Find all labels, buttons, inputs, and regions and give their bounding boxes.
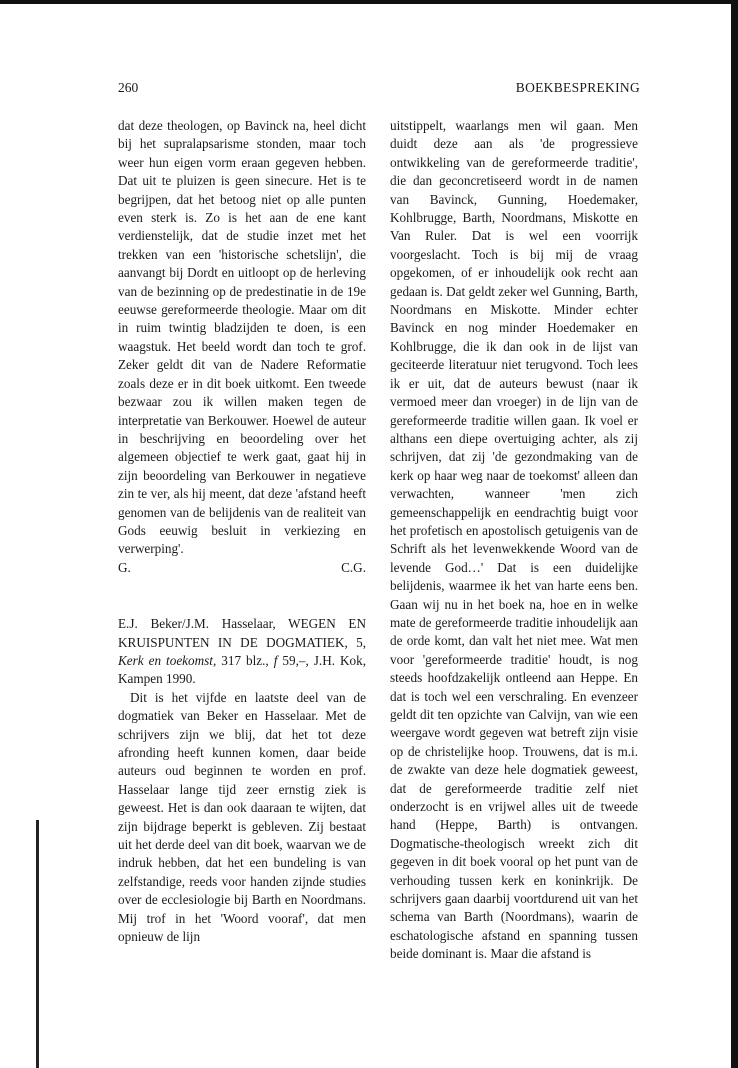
right-column-paragraph: uitstippelt, waarlangs men wil gaan. Men duidt deze aan als 'de progressieve ontwikkeling van de gereformeerde traditie', die dan geconcretiseerd wordt in de namen van Bavinck, Gunning, Hoedemaker, Kohlbrugge, Barth, Noordmans, Miskotte en Van Ruler. Dat is wel een voorrijk voorgeslacht. Toch is bij mij de vraag opgekomen, of er inhoudelijk ook recht aan gedaan is. Dat geldt zeker wel Gunning, Barth, Noordmans en Miskotte. Minder echter Bavinck en nog minder Hoedemaker en Kohlbrugge, die ik dan ook in de lijst van geciteerde literatuur niet terugvond. Toch lees ik er uit, dat de auteurs bewust (naar ik vermoed meer dan vroeger) in de lijn van de gereformeerde traditie willen gaan. Ik voel er althans een diepe overtuiging achter, als zij schrijven, dat zij 'de gezondmaking van de kerk op haar weg naar de toekomst' alleen dan verwachten, wanneer 'men zich gemeenschappelijk en eendrachtig buigt voor het profetisch en apostolisch getuigenis van de Schrift als het levenwekkende Woord van de levende God…' Dat is een duidelijke belijdenis, waarmee ik het van harte eens ben. Gaan wij nu in het boek na, hoe en in welke mate de gereformeerde traditie inhoudelijk aan de orde komt, dan valt het niet mee. Wat men voor 'gereformeerde traditie' houdt, is nog steeds hoofdzakelijk ontleend aan Heppe. En dat is toch wel een verschraling. En evenzeer geldt dit ten opzichte van Calvijn, van wie een weergave wordt gegeven wat betreft zijn visie op de christelijke hoop. Trouwens, dat is m.i. de zwakte van deze hele dogmatiek geweest, dat de gereformeerde traditie zelf niet onderzocht is en vrijwel alles uit de tweede hand (Heppe, Barth) is ontvangen. Dogmatische-theologisch wreekt zich dit gegeven in dit boek vooral op het punt van de verhouding tussen kerk en koninkrijk. De schrijvers gaan daarbij voortdurend uit van het schema van Barth (Noordmans), waarin de eschatologische afstand en spanning tussen beide dominant is. Maar die afstand is (390, 118, 638, 962)
signature-place: G. (118, 559, 131, 575)
section-gap (118, 577, 366, 615)
left-column (118, 117, 366, 946)
bib-subtitle: Kerk en toekomst, (118, 652, 217, 668)
page-header (118, 80, 640, 98)
bib-price-publisher: 59,–, J.H. Kok, Kampen 1990. (118, 652, 367, 687)
review-end-paragraph: dat deze theologen, op Bavinck na, heel dicht bij het supralapsarisme stonden, maar toch weer hun eigen vorm eraan gegeven hebben. Dat uit te pluizen is geen sinecure. Het is te begrijpen, dat het betoog niet op alle punten even sterk is. Zo is het aan de ene kant verdienstelijk, dat de studie inzet met het trekken van een 'historische schetslijn', die aanvangt bij Dordt en uitloopt op de herleving van de bezinning op de predestinatie in de 19e eeuwse gereformeerde theologie. Maar om dit in ruim twintig bladzijden te doen, is een waagstuk. Het beeld wordt dan toch te grof. Zeker geldt dit van de Nadere Reformatie zoals deze er in dit boek uitkomt. Een tweede bezwaar zou ik willen maken tegen de interpretatie van Berkouwer. Hoewel de auteur in beschrijving en beoordeling over het algemeen objectief te werk gaat, gaat hij in zijn beoordeling van Berkouwer in negatieve zin te ver, als hij meent, dat deze 'afstand heeft genomen van de belijdenis van de realiteit van Gods eeuwig besluit in verkiezing en verwerping'. (118, 118, 366, 557)
review-start-paragraph: Dit is het vijfde en laatste deel van de dogmatiek van Beker en Hasselaar. Met de schrijvers zijn we blij, dat het tot deze afronding heeft kunnen komen, daar beide auteurs oud beginnen te worden en prof. Hasselaar lange tijd zeer ernstig ziek is geweest. Het is dan ook daaraan te wijten, dat zijn bijdrage beperkt is gebleven. Zij bestaat uit het derde deel van dit boek, waarvan we de indruk hebben, dat het een bundeling is van zelfstandige, reeds voor handen zijnde studies over de ecclesiologie bij Barth en Noordmans. Mij trof in het 'Woord vooraf', dat men opnieuw de lijn (118, 689, 366, 945)
bib-price-symbol: f (273, 652, 278, 668)
running-head: BOEKBESPREKING (515, 80, 640, 95)
bibliographic-entry (118, 615, 366, 689)
bib-pages: 317 blz., (221, 652, 269, 668)
right-column (390, 117, 638, 964)
scan-border-right (731, 0, 738, 1068)
page-number: 260 (118, 80, 139, 95)
scan-border-top (0, 0, 738, 4)
signature (118, 559, 366, 577)
scan-border-left (36, 820, 39, 1068)
bib-authors-title: E.J. Beker/J.M. Hasselaar, WEGEN EN KRUISPUNTEN IN DE DOGMATIEK, 5, (118, 616, 366, 650)
signature-initials: C.G. (341, 559, 366, 575)
